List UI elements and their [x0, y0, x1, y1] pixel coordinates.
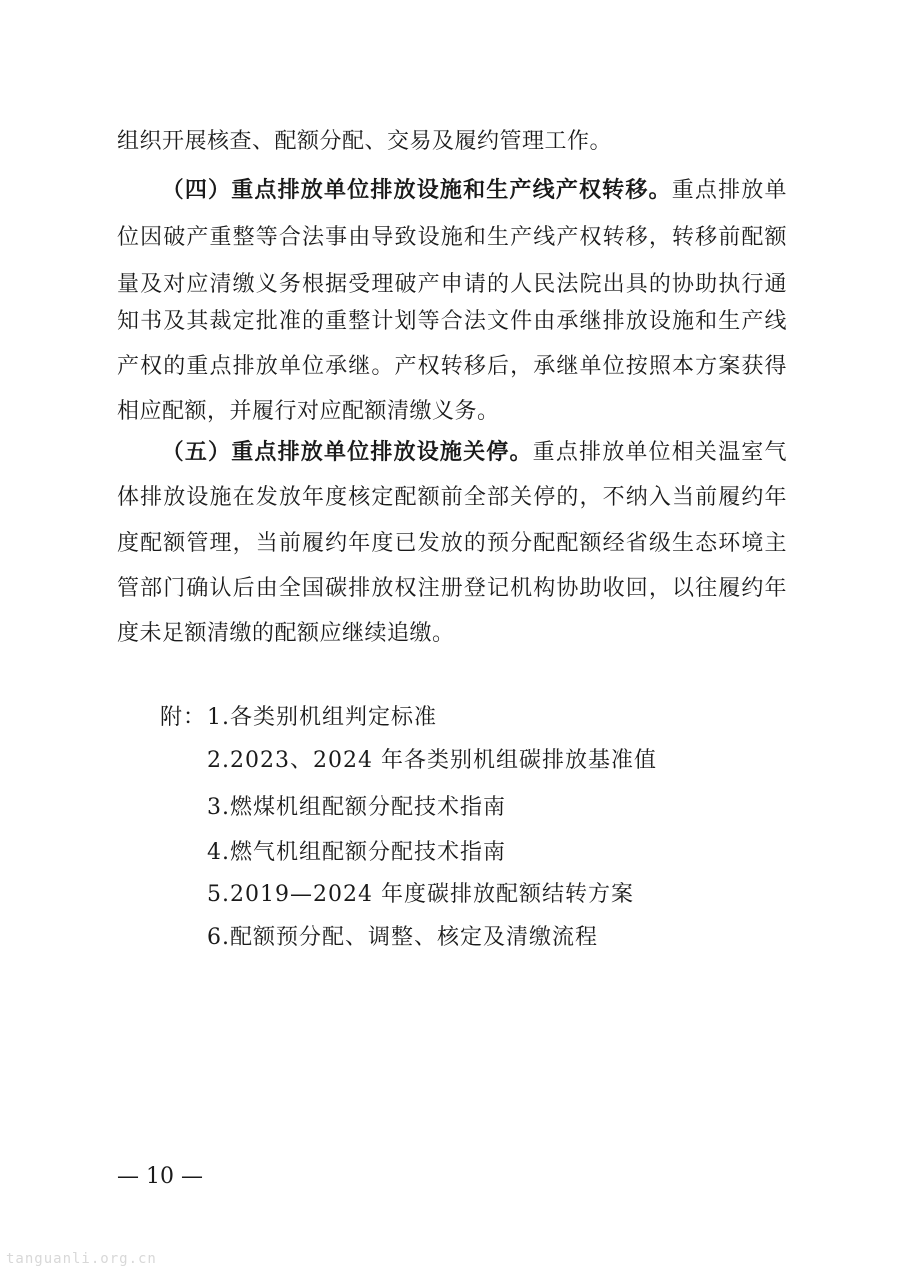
paragraph-line: 体排放设施在发放年度核定配额前全部关停的，不纳入当前履约年	[117, 485, 787, 510]
appendix-item: 2.2023、2024 年各类别机组碳排放基准值	[207, 748, 657, 773]
paragraph-line: 产权的重点排放单位承继。产权转移后，承继单位按照本方案获得	[117, 354, 787, 379]
appendix-item: 6.配额预分配、调整、核定及清缴流程	[207, 925, 598, 950]
section-4-text: 重点排放单	[671, 178, 787, 203]
section-5-text: 重点排放单位相关温室气	[532, 440, 787, 465]
paragraph-line: 度未足额清缴的配额应继续追缴。	[117, 621, 455, 646]
section-4-heading: （四）重点排放单位排放设施和生产线产权转移。	[161, 178, 672, 203]
paragraph-line: 组织开展核查、配额分配、交易及履约管理工作。	[117, 129, 613, 154]
appendix-item: 4.燃气机组配额分配技术指南	[207, 840, 506, 865]
paragraph-line: 位因破产重整等合法事由导致设施和生产线产权转移，转移前配额	[117, 225, 787, 250]
page-number: — 10 —	[117, 1164, 203, 1189]
paragraph-line: 相应配额，并履行对应配额清缴义务。	[117, 399, 500, 424]
appendix-item: 5.2019—2024 年度碳排放配额结转方案	[207, 882, 634, 907]
appendix-label: 附：	[160, 705, 207, 730]
section-4-heading-line	[117, 176, 787, 206]
paragraph-line: 知书及其裁定批准的重整计划等合法文件由承继排放设施和生产线	[117, 309, 787, 334]
watermark: tanguanli.org.cn	[6, 1251, 157, 1267]
appendix-item: 1.各类别机组判定标准	[207, 705, 437, 730]
paragraph-line: 管部门确认后由全国碳排放权注册登记机构协助收回，以往履约年	[117, 576, 787, 601]
paragraph-line: 度配额管理，当前履约年度已发放的预分配配额经省级生态环境主	[117, 531, 787, 556]
appendix-item: 3.燃煤机组配额分配技术指南	[207, 795, 506, 820]
section-5-heading: （五）重点排放单位排放设施关停。	[161, 440, 533, 465]
section-5-heading-line	[117, 438, 787, 468]
paragraph-line: 量及对应清缴义务根据受理破产申请的人民法院出具的协助执行通	[117, 272, 787, 297]
